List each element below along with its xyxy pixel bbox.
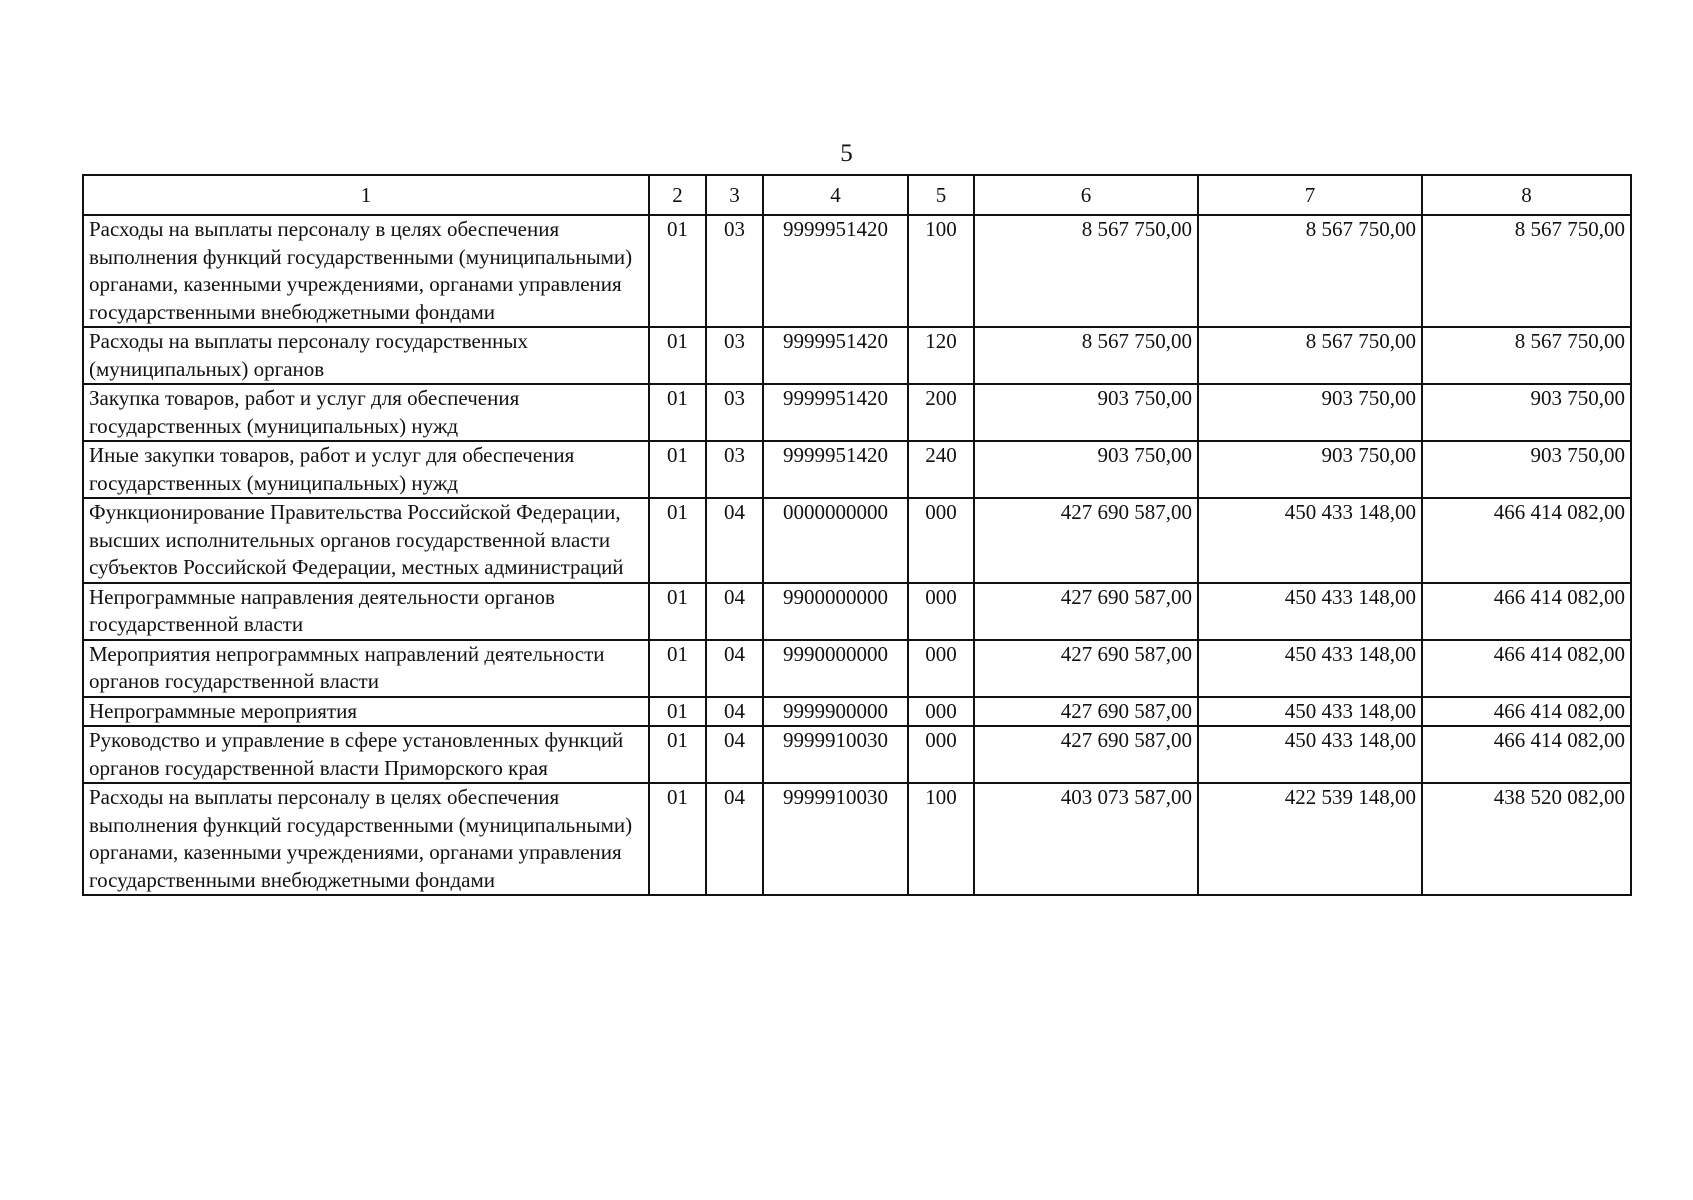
row-subsection: 03 xyxy=(706,441,763,498)
row-value-7: 8 567 750,00 xyxy=(1198,215,1422,327)
row-value-6: 903 750,00 xyxy=(974,384,1198,441)
row-name: Закупка товаров, работ и услуг для обеспечения государственных (муниципальных) нужд xyxy=(83,384,649,441)
row-name: Непрограммные мероприятия xyxy=(83,697,649,727)
page-number: 5 xyxy=(840,140,853,167)
row-value-8: 903 750,00 xyxy=(1422,384,1631,441)
row-expense-type: 000 xyxy=(908,640,974,697)
row-expense-type: 100 xyxy=(908,215,974,327)
row-value-8: 438 520 082,00 xyxy=(1422,783,1631,895)
table-row xyxy=(83,384,1631,441)
row-name: Иные закупки товаров, работ и услуг для обеспечения государственных (муниципальных) нужд xyxy=(83,441,649,498)
table-row xyxy=(83,441,1631,498)
row-subsection: 04 xyxy=(706,726,763,783)
row-section: 01 xyxy=(649,498,706,583)
row-value-7: 450 433 148,00 xyxy=(1198,697,1422,727)
row-target-code: 9990000000 xyxy=(763,640,908,697)
row-subsection: 04 xyxy=(706,697,763,727)
row-name: Расходы на выплаты персоналу государственных (муниципальных) органов xyxy=(83,327,649,384)
row-value-8: 466 414 082,00 xyxy=(1422,697,1631,727)
row-expense-type: 200 xyxy=(908,384,974,441)
row-expense-type: 000 xyxy=(908,726,974,783)
row-expense-type: 240 xyxy=(908,441,974,498)
row-name: Непрограммные направления деятельности органов государственной власти xyxy=(83,583,649,640)
row-target-code: 9999951420 xyxy=(763,215,908,327)
row-section: 01 xyxy=(649,640,706,697)
row-value-6: 403 073 587,00 xyxy=(974,783,1198,895)
row-subsection: 03 xyxy=(706,384,763,441)
row-value-6: 903 750,00 xyxy=(974,441,1198,498)
row-target-code: 9999951420 xyxy=(763,441,908,498)
table-row xyxy=(83,327,1631,384)
row-name: Расходы на выплаты персоналу в целях обеспечения выполнения функций государственными (муниципальными) органами, казенными учреждениями, органами управления государственными внебюджетными фондами xyxy=(83,783,649,895)
row-value-6: 427 690 587,00 xyxy=(974,498,1198,583)
row-section: 01 xyxy=(649,215,706,327)
header-cell-2: 2 xyxy=(649,175,706,215)
row-value-6: 427 690 587,00 xyxy=(974,726,1198,783)
row-subsection: 03 xyxy=(706,327,763,384)
row-target-code: 9999910030 xyxy=(763,726,908,783)
header-row xyxy=(83,175,1631,215)
row-expense-type: 000 xyxy=(908,583,974,640)
row-value-7: 450 433 148,00 xyxy=(1198,726,1422,783)
row-name: Мероприятия непрограммных направлений деятельности органов государственной власти xyxy=(83,640,649,697)
table-row xyxy=(83,726,1631,783)
row-value-7: 450 433 148,00 xyxy=(1198,640,1422,697)
row-value-7: 450 433 148,00 xyxy=(1198,583,1422,640)
row-value-7: 8 567 750,00 xyxy=(1198,327,1422,384)
row-name: Функционирование Правительства Российской Федерации, высших исполнительных органов государственной власти субъектов Российской Федерации, местных администраций xyxy=(83,498,649,583)
row-value-7: 422 539 148,00 xyxy=(1198,783,1422,895)
row-value-8: 466 414 082,00 xyxy=(1422,583,1631,640)
row-value-8: 8 567 750,00 xyxy=(1422,215,1631,327)
row-section: 01 xyxy=(649,726,706,783)
row-expense-type: 100 xyxy=(908,783,974,895)
row-value-6: 8 567 750,00 xyxy=(974,327,1198,384)
table-row xyxy=(83,215,1631,327)
row-expense-type: 000 xyxy=(908,697,974,727)
row-subsection: 04 xyxy=(706,498,763,583)
row-expense-type: 120 xyxy=(908,327,974,384)
row-value-8: 466 414 082,00 xyxy=(1422,726,1631,783)
row-value-8: 903 750,00 xyxy=(1422,441,1631,498)
row-value-6: 8 567 750,00 xyxy=(974,215,1198,327)
row-value-7: 903 750,00 xyxy=(1198,384,1422,441)
row-value-8: 466 414 082,00 xyxy=(1422,498,1631,583)
row-name: Расходы на выплаты персоналу в целях обеспечения выполнения функций государственными (муниципальными) органами, казенными учреждениями, органами управления государственными внебюджетными фондами xyxy=(83,215,649,327)
row-value-7: 903 750,00 xyxy=(1198,441,1422,498)
table-row xyxy=(83,583,1631,640)
row-subsection: 04 xyxy=(706,783,763,895)
row-target-code: 9999900000 xyxy=(763,697,908,727)
row-value-7: 450 433 148,00 xyxy=(1198,498,1422,583)
row-target-code: 0000000000 xyxy=(763,498,908,583)
header-cell-1: 1 xyxy=(83,175,649,215)
header-cell-5: 5 xyxy=(908,175,974,215)
header-cell-3: 3 xyxy=(706,175,763,215)
row-subsection: 04 xyxy=(706,583,763,640)
row-subsection: 03 xyxy=(706,215,763,327)
row-value-6: 427 690 587,00 xyxy=(974,640,1198,697)
header-cell-4: 4 xyxy=(763,175,908,215)
header-cell-6: 6 xyxy=(974,175,1198,215)
table-row xyxy=(83,783,1631,895)
budget-table xyxy=(82,174,1632,896)
row-section: 01 xyxy=(649,583,706,640)
row-target-code: 9900000000 xyxy=(763,583,908,640)
header-cell-7: 7 xyxy=(1198,175,1422,215)
row-name: Руководство и управление в сфере установленных функций органов государственной власти Приморского края xyxy=(83,726,649,783)
table-row xyxy=(83,697,1631,727)
row-value-6: 427 690 587,00 xyxy=(974,697,1198,727)
row-target-code: 9999910030 xyxy=(763,783,908,895)
row-value-8: 8 567 750,00 xyxy=(1422,327,1631,384)
row-expense-type: 000 xyxy=(908,498,974,583)
row-section: 01 xyxy=(649,384,706,441)
row-value-8: 466 414 082,00 xyxy=(1422,640,1631,697)
row-target-code: 9999951420 xyxy=(763,384,908,441)
row-subsection: 04 xyxy=(706,640,763,697)
table-row xyxy=(83,640,1631,697)
header-cell-8: 8 xyxy=(1422,175,1631,215)
table-row xyxy=(83,498,1631,583)
row-target-code: 9999951420 xyxy=(763,327,908,384)
row-section: 01 xyxy=(649,441,706,498)
row-section: 01 xyxy=(649,327,706,384)
row-value-6: 427 690 587,00 xyxy=(974,583,1198,640)
row-section: 01 xyxy=(649,697,706,727)
row-section: 01 xyxy=(649,783,706,895)
